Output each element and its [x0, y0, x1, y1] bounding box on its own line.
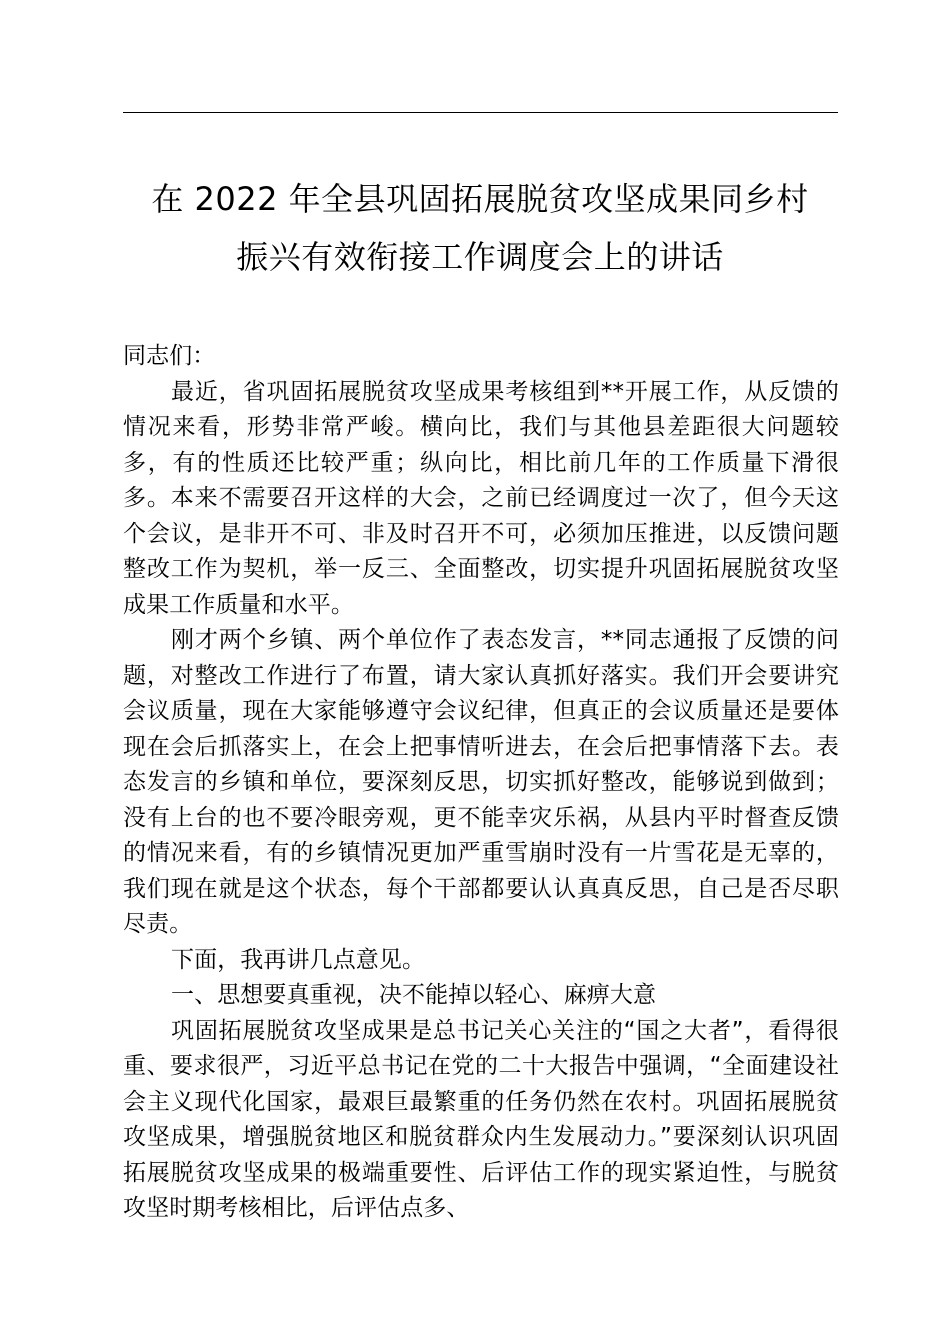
salutation: 同志们： [123, 343, 216, 369]
paragraph-1: 最近，省巩固拓展脱贫攻坚成果考核组到**开展工作，从反馈的情况来看，形势非常严峻。横向比，我们与其他县差距很大问题较多，有的性质还比较严重；纵向比，相比前几年的工作质量下滑很多。本来不需要召开这样的大会，之前已经调度过一次了，但今天这个会议，是非开不可、非及时召开不可，必须加压推进，以反馈问题整改工作为契机，举一反三、全面整改，切实提升巩固拓展脱贫攻坚成果工作质量和水平。 [123, 378, 839, 618]
header-rule [123, 112, 838, 113]
section-heading-1: 一、思想要真重视，决不能掉以轻心、麻痹大意 [171, 982, 657, 1008]
paragraph-2: 刚才两个乡镇、两个单位作了表态发言，**同志通报了反馈的问题，对整改工作进行了布置，请大家认真抓好落实。我们开会要讲究会议质量，现在大家能够遵守会议纪律，但真正的会议质量还是要体现在会后抓落实上，在会上把事情听进去，在会后把事情落下去。表态发言的乡镇和单位，要深刻反思，切实抓好整改，能够说到做到；没有上台的也不要冷眼旁观，更不能幸灾乐祸，从县内平时督查反馈的情况来看，有的乡镇情况更加严重雪崩时没有一片雪花是无辜的，我们现在就是这个状态，每个干部都要认认真真反思，自己是否尽职尽责。 [123, 627, 839, 937]
paragraph-3: 下面，我再讲几点意见。 [171, 946, 426, 973]
title-line-1: 在 2022 年全县巩固拓展脱贫攻坚成果同乡村 [151, 180, 809, 218]
title-line-2: 振兴有效衔接工作调度会上的讲话 [236, 238, 724, 276]
document-title [110, 170, 850, 286]
paragraph-4: 巩固拓展脱贫攻坚成果是总书记关心关注的“国之大者”，看得很重、要求很严，习近平总书记在党的二十大报告中强调，“全面建设社会主义现代化国家，最艰巨最繁重的任务仍然在农村。巩固拓展脱贫攻坚成果，增强脱贫地区和脱贫群众内生发展动力。”要深刻认识巩固拓展脱贫攻坚成果的极端重要性、后评估工作的现实紧迫性，与脱贫攻坚时期考核相比，后评估点多、 [123, 1017, 839, 1221]
document-body [123, 339, 839, 1227]
